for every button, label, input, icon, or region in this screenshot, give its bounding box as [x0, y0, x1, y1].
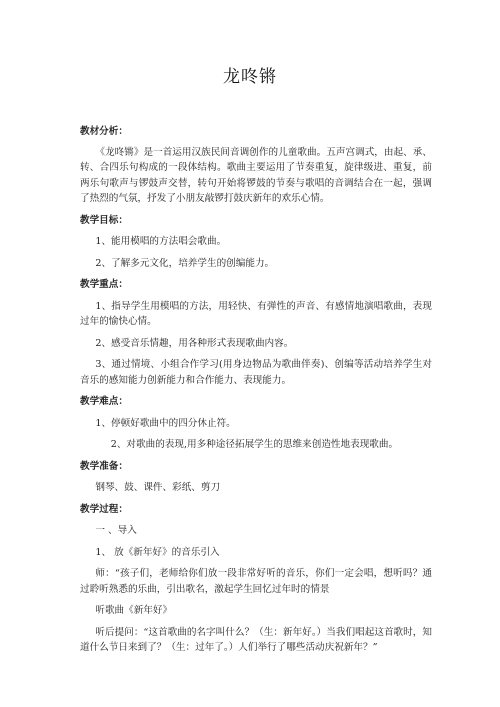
key-point-item: 1、指导学生用模唱的方法，用轻快、有弹性的声音、有感情地演唱歌曲，表现过年的愉快心情。 — [80, 300, 432, 327]
process-substep: 1、 放《新年好》的音乐引入 — [95, 546, 220, 558]
analysis-heading: 教材分析： — [80, 126, 128, 137]
page-title: 龙咚锵 — [223, 67, 277, 87]
goals-heading: 教学目标： — [80, 214, 128, 226]
key-point-item: 3、通过情境、小组合作学习(用身边物品为歌曲伴奏)、创编等活动培养学生对音乐的感知能力创新能力和合作能力、表现能力。 — [80, 359, 432, 386]
key-points-heading: 教学重点： — [80, 279, 128, 290]
difficulty-item: 2、对歌曲的表现,用多种途径拓展学生的思维来创造性地表现歌曲。 — [110, 439, 399, 450]
analysis-text: 《龙咚锵》是一首运用汉族民间音调创作的儿童歌曲。五声宫调式，由起、承、转、合四乐句构成的一段体结构。歌曲主要运用了节奏重复，旋律级进、重复，前两乐句歌声与锣鼓声交替，转句开始将锣鼓的节奏与歌唱的音调结合在一起，强调了热烈的气氛，抒发了小朋友敲锣打鼓庆新年的欢乐心情。 — [80, 146, 432, 204]
listen-line: 听歌曲《新年好》 — [95, 605, 173, 616]
preparation-heading: 教学准备： — [80, 460, 128, 472]
goal-item: 2、了解多元文化，培养学生的创编能力。 — [95, 257, 275, 269]
after-listening-question: 听后提问：“这首歌曲的名字叫什么？（生：新年好。）当我们唱起这首歌时，知道什么节日来到了？（生：过年了。）人们举行了哪些活动庆祝新年？” — [80, 626, 432, 653]
teacher-dialogue: 师：“孩子们，老师给你们放一段非常好听的音乐，你们一定会唱，想听吗？通过聆听熟悉的乐曲，引出歌名，激起学生回忆过年时的情景 — [80, 568, 432, 595]
process-step: 一 、导入 — [95, 525, 137, 536]
difficulty-item: 1、停顿好歌曲中的四分休止符。 — [95, 417, 236, 429]
preparation-text: 钢琴、鼓、课件、彩纸、剪刀 — [95, 482, 221, 493]
goal-item: 1、能用模唱的方法唱会歌曲。 — [95, 236, 227, 247]
process-heading: 教学过程： — [80, 503, 128, 515]
difficulties-heading: 教学难点： — [80, 396, 128, 407]
key-point-item: 2、感受音乐情趣，用各种形式表现歌曲内容。 — [95, 337, 294, 349]
lesson-plan-body — [80, 124, 432, 656]
